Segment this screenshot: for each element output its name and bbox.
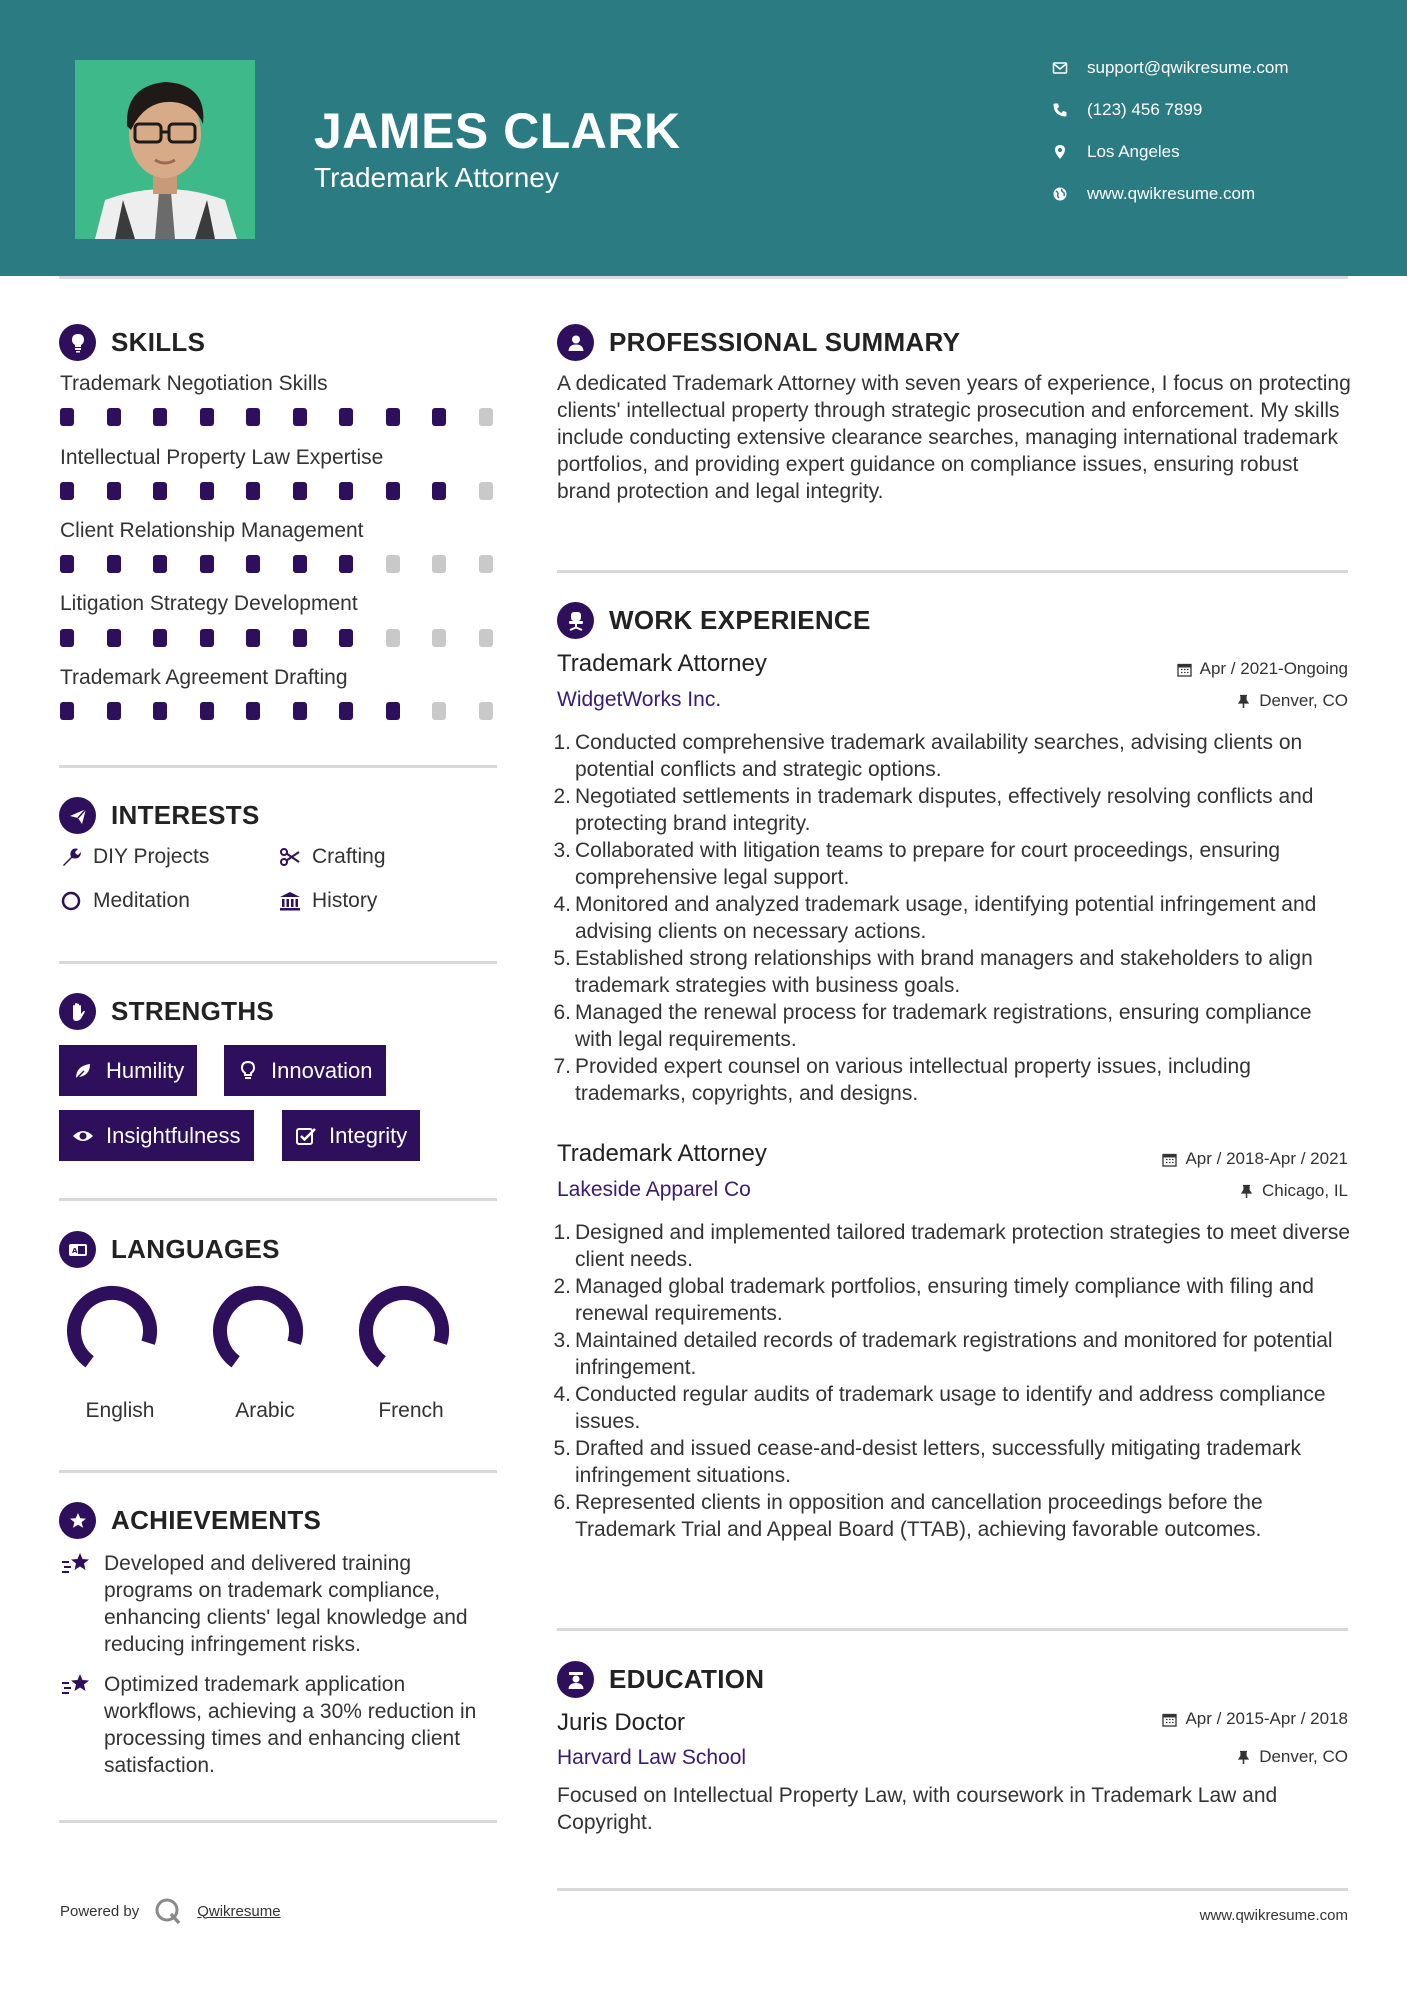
skill-label: Litigation Strategy Development — [60, 592, 358, 615]
interests-title: INTERESTS — [111, 800, 260, 830]
contact-phone[interactable] — [1050, 100, 1202, 120]
job-bullet — [551, 1053, 1351, 1107]
bullet-text: Monitored and analyzed trademark usage, identifying potential infringement and advising clients on necessary actions. — [575, 893, 1317, 943]
calendar-icon — [1162, 1152, 1177, 1167]
job-bullets — [551, 1219, 1351, 1543]
user-icon — [557, 324, 594, 361]
skills-heading — [59, 324, 205, 361]
skill-dot-filled — [293, 629, 307, 647]
pushpin-icon — [1236, 1750, 1251, 1765]
contact-website[interactable] — [1050, 184, 1255, 204]
candidate-title: Trademark Attorney — [314, 162, 559, 193]
skill-dot-filled — [60, 482, 74, 500]
strength-label: Insightfulness — [106, 1122, 241, 1148]
contact-email-text: support@qwikresume.com — [1087, 58, 1289, 77]
bullet-text: Represented clients in opposition and cancellation proceedings before the Trademark Trial and Appeal Board (TTAB), achieving favorable outcomes. — [575, 1491, 1263, 1541]
bullet-number: 4. — [553, 1383, 571, 1406]
profile-photo — [75, 60, 255, 239]
degree-name: Juris Doctor — [557, 1709, 686, 1736]
language-icon — [59, 1231, 96, 1268]
skill-rating — [60, 482, 525, 500]
pushpin-icon — [1236, 694, 1251, 709]
job-bullet — [551, 1219, 1351, 1273]
bullet-number: 1. — [553, 731, 571, 754]
skill-dot-empty — [432, 555, 446, 573]
bullet-number: 2. — [553, 785, 571, 808]
skill-dot-filled — [246, 482, 260, 500]
header-divider — [59, 276, 1348, 279]
skill-dot-filled — [200, 702, 214, 720]
language-level-ring — [212, 1285, 304, 1377]
lightbulb-icon — [59, 324, 96, 361]
achievement-text: Developed and delivered training programs on trademark compliance, enhancing clients' legal knowledge and reducing infringement risks. — [104, 1552, 468, 1656]
skill-dot-filled — [60, 702, 74, 720]
skill-dot-filled — [107, 629, 121, 647]
strength-label: Humility — [106, 1057, 185, 1083]
shooting-star-icon — [60, 1671, 94, 1699]
bullet-number: 6. — [553, 1491, 571, 1514]
skill-dot-filled — [246, 408, 260, 426]
skill-dot-filled — [153, 408, 167, 426]
skill-dot-filled — [432, 408, 446, 426]
skill-dot-filled — [153, 482, 167, 500]
checkbox-icon — [293, 1123, 319, 1149]
summary-heading — [557, 324, 960, 361]
skill-dot-filled — [339, 555, 353, 573]
job-bullet — [551, 729, 1351, 783]
education-date-text: Apr / 2015-Apr / 2018 — [1185, 1709, 1348, 1728]
skill-dot-filled — [386, 482, 400, 500]
job-bullet — [551, 891, 1351, 945]
experience-title: WORK EXPERIENCE — [609, 605, 871, 635]
job-bullet — [551, 1327, 1351, 1381]
contact-website-text: www.qwikresume.com — [1087, 184, 1256, 203]
paper-plane-icon — [59, 797, 96, 834]
language-label: English — [85, 1399, 155, 1422]
skill-dot-filled — [200, 482, 214, 500]
skill-dot-empty — [479, 555, 493, 573]
skill-dot-filled — [107, 482, 121, 500]
skill-dot-empty — [386, 555, 400, 573]
skill-rating — [60, 702, 525, 720]
svg-text:A: A — [71, 1246, 77, 1255]
skill-dot-filled — [293, 408, 307, 426]
bullet-number: 6. — [553, 1001, 571, 1024]
skill-label: Client Relationship Management — [60, 519, 364, 542]
summary-title: PROFESSIONAL SUMMARY — [609, 327, 961, 357]
job-title: Trademark Attorney — [557, 650, 767, 677]
job-date — [1177, 659, 1348, 679]
contact-location-text: Los Angeles — [1087, 142, 1180, 161]
skill-dot-filled — [153, 702, 167, 720]
experience-heading — [557, 602, 871, 639]
strengths-heading — [59, 993, 274, 1030]
skill-dot-filled — [339, 482, 353, 500]
bullet-text: Conducted comprehensive trademark availability searches, advising clients on potential conflicts and strategic options. — [575, 731, 1303, 781]
interest-item — [278, 889, 377, 913]
skill-dot-filled — [60, 555, 74, 573]
bullet-text: Conducted regular audits of trademark usage to identify and address compliance issues. — [575, 1383, 1326, 1433]
section-divider — [59, 1820, 497, 1823]
summary-text: A dedicated Trademark Attorney with seven years of experience, I focus on protecting clients' intellectual property through strategic prosecution and enforcement. My skills include conducting extensive clearance searches, managing international trademark portfolios, and providing expert guidance on compliance issues, ensuring robust brand protection and legal integrity. — [557, 372, 1351, 503]
office-chair-icon — [557, 602, 594, 639]
strength-badge — [59, 1045, 197, 1096]
achievements-heading — [59, 1502, 321, 1539]
bullet-text: Designed and implemented tailored trademark protection strategies to meet diverse client needs. — [575, 1221, 1351, 1271]
job-date — [1162, 1149, 1348, 1169]
skill-dot-filled — [200, 408, 214, 426]
achievements-title: ACHIEVEMENTS — [111, 1505, 322, 1535]
skills-title: SKILLS — [111, 327, 206, 357]
skill-dot-filled — [293, 702, 307, 720]
skill-dot-filled — [339, 702, 353, 720]
skill-label: Trademark Negotiation Skills — [60, 372, 328, 395]
strength-badge — [282, 1110, 420, 1161]
star-badge-icon — [59, 1502, 96, 1539]
footer-website[interactable]: www.qwikresume.com — [1199, 1907, 1348, 1924]
job-bullet — [551, 999, 1351, 1053]
candidate-name: JAMES CLARK — [314, 103, 681, 159]
skill-dot-empty — [479, 629, 493, 647]
education-heading — [557, 1661, 764, 1698]
pushpin-icon — [1239, 1184, 1254, 1199]
bullet-number: 5. — [553, 1437, 571, 1460]
interest-label: History — [312, 889, 378, 912]
language-level-ring — [66, 1285, 158, 1377]
skill-dot-filled — [60, 408, 74, 426]
company-name: Lakeside Apparel Co — [557, 1178, 751, 1201]
section-divider — [557, 570, 1348, 573]
section-divider — [59, 1198, 497, 1201]
skill-rating — [60, 555, 525, 573]
interest-item — [278, 845, 386, 869]
interest-item — [59, 845, 209, 869]
skill-dot-filled — [107, 408, 121, 426]
skill-rating — [60, 629, 525, 647]
education-description: Focused on Intellectual Property Law, with coursework in Trademark Law and Copyright. — [557, 1784, 1278, 1834]
skill-dot-empty — [479, 482, 493, 500]
skill-dot-filled — [246, 702, 260, 720]
skill-dot-filled — [200, 555, 214, 573]
strengths-title: STRENGTHS — [111, 996, 275, 1026]
eye-icon — [70, 1123, 96, 1149]
skill-dot-empty — [479, 702, 493, 720]
language-label: Arabic — [235, 1399, 295, 1422]
calendar-icon — [1177, 662, 1192, 677]
bullet-text: Negotiated settlements in trademark disputes, effectively resolving conflicts and protecting brand integrity. — [575, 785, 1314, 835]
calendar-icon — [1162, 1712, 1177, 1727]
map-pin-icon — [1050, 142, 1070, 162]
school-name: Harvard Law School — [557, 1746, 747, 1769]
skill-dot-filled — [107, 702, 121, 720]
section-divider — [59, 1470, 497, 1473]
job-date-text: Apr / 2021-Ongoing — [1199, 659, 1348, 678]
museum-icon — [278, 889, 302, 913]
brand-link[interactable]: Qwikresume — [197, 1902, 281, 1920]
section-divider — [59, 765, 497, 768]
circle-icon — [59, 889, 83, 913]
achievement-text: Optimized trademark application workflows, achieving a 30% reduction in processing times and enhancing client satisfaction. — [104, 1673, 477, 1777]
strength-label: Integrity — [329, 1122, 408, 1148]
contact-email[interactable] — [1050, 58, 1289, 78]
interest-label: DIY Projects — [93, 845, 210, 868]
bullet-number: 3. — [553, 839, 571, 862]
education-location — [1236, 1747, 1348, 1767]
section-divider — [557, 1628, 1348, 1631]
skill-dot-empty — [386, 629, 400, 647]
job-title: Trademark Attorney — [557, 1140, 767, 1167]
skill-dot-empty — [432, 629, 446, 647]
contact-location — [1050, 142, 1180, 162]
bullet-text: Managed global trademark portfolios, ensuring timely compliance with filing and renewal requirements. — [575, 1275, 1314, 1325]
shooting-star-icon — [60, 1550, 94, 1578]
bullet-text: Provided expert counsel on various intellectual property issues, including trademarks, copyrights, and designs. — [575, 1055, 1251, 1105]
skill-rating — [60, 408, 525, 426]
job-location — [1239, 1181, 1348, 1201]
interests-heading — [59, 797, 260, 834]
hand-icon — [59, 993, 96, 1030]
envelope-icon — [1050, 58, 1070, 78]
skill-label: Trademark Agreement Drafting — [60, 666, 348, 689]
education-title: EDUCATION — [609, 1664, 765, 1694]
skill-dot-filled — [339, 408, 353, 426]
job-date-text: Apr / 2018-Apr / 2021 — [1185, 1149, 1348, 1168]
job-location-text: Denver, CO — [1259, 691, 1348, 710]
interest-label: Crafting — [312, 845, 386, 868]
bullet-text: Established strong relationships with brand managers and stakeholders to align trademark strategies with business goals. — [575, 947, 1313, 997]
strength-badge — [224, 1045, 386, 1096]
company-name: WidgetWorks Inc. — [557, 688, 722, 711]
bullet-text: Drafted and issued cease-and-desist letters, successfully mitigating trademark infringement situations. — [575, 1437, 1301, 1487]
contact-phone-text: (123) 456 7899 — [1087, 100, 1203, 119]
bullet-number: 2. — [553, 1275, 571, 1298]
achievement-item — [60, 1550, 505, 1658]
leaf-icon — [70, 1058, 96, 1084]
job-bullet — [551, 837, 1351, 891]
job-bullet — [551, 1435, 1351, 1489]
bullet-text: Collaborated with litigation teams to prepare for court proceedings, ensuring comprehensive legal support. — [575, 839, 1281, 889]
strength-badge — [59, 1110, 254, 1161]
skill-dot-filled — [386, 702, 400, 720]
bullet-text: Maintained detailed records of trademark registrations and monitored for potential infringement. — [575, 1329, 1333, 1379]
job-location-text: Chicago, IL — [1262, 1181, 1348, 1200]
job-bullet — [551, 1489, 1351, 1543]
job-bullet — [551, 1273, 1351, 1327]
skill-dot-filled — [153, 555, 167, 573]
interest-item — [59, 889, 190, 913]
bullet-number: 5. — [553, 947, 571, 970]
job-bullets — [551, 729, 1351, 1107]
skill-dot-filled — [200, 629, 214, 647]
education-date — [1162, 1709, 1348, 1729]
skill-dot-empty — [432, 702, 446, 720]
job-bullet — [551, 783, 1351, 837]
wrench-icon — [59, 845, 83, 869]
header-banner — [0, 0, 1407, 276]
education-location-text: Denver, CO — [1259, 1747, 1348, 1766]
strength-label: Innovation — [271, 1057, 373, 1083]
bullet-number: 4. — [553, 893, 571, 916]
language-level-ring — [358, 1285, 450, 1377]
job-bullet — [551, 1381, 1351, 1435]
section-divider — [557, 1888, 1348, 1891]
skill-dot-filled — [432, 482, 446, 500]
skill-dot-filled — [293, 555, 307, 573]
bullet-number: 1. — [553, 1221, 571, 1244]
bullet-text: Managed the renewal process for trademark registrations, ensuring compliance with legal requirements. — [575, 1001, 1312, 1051]
lightbulb-icon — [235, 1058, 261, 1084]
skill-dot-filled — [293, 482, 307, 500]
achievement-item — [60, 1671, 505, 1779]
scissors-icon — [278, 845, 302, 869]
languages-title: LANGUAGES — [111, 1234, 280, 1264]
footer-powered-by — [60, 1896, 281, 1926]
skill-dot-filled — [107, 555, 121, 573]
section-divider — [59, 961, 497, 964]
skill-dot-filled — [60, 629, 74, 647]
skill-label: Intellectual Property Law Expertise — [60, 446, 384, 469]
skill-dot-empty — [479, 408, 493, 426]
bullet-number: 7. — [553, 1055, 571, 1078]
graduate-icon — [557, 1661, 594, 1698]
languages-heading — [59, 1231, 280, 1268]
interest-label: Meditation — [93, 889, 190, 912]
powered-by-text: Powered by — [60, 1902, 140, 1920]
bullet-number: 3. — [553, 1329, 571, 1352]
skill-dot-filled — [339, 629, 353, 647]
skill-dot-filled — [153, 629, 167, 647]
phone-icon — [1050, 100, 1070, 120]
skill-dot-filled — [386, 408, 400, 426]
globe-icon — [1050, 184, 1070, 204]
job-bullet — [551, 945, 1351, 999]
skill-dot-filled — [246, 629, 260, 647]
job-location — [1236, 691, 1348, 711]
qwikresume-logo-icon — [153, 1896, 183, 1926]
language-label: French — [378, 1399, 444, 1422]
skill-dot-filled — [246, 555, 260, 573]
